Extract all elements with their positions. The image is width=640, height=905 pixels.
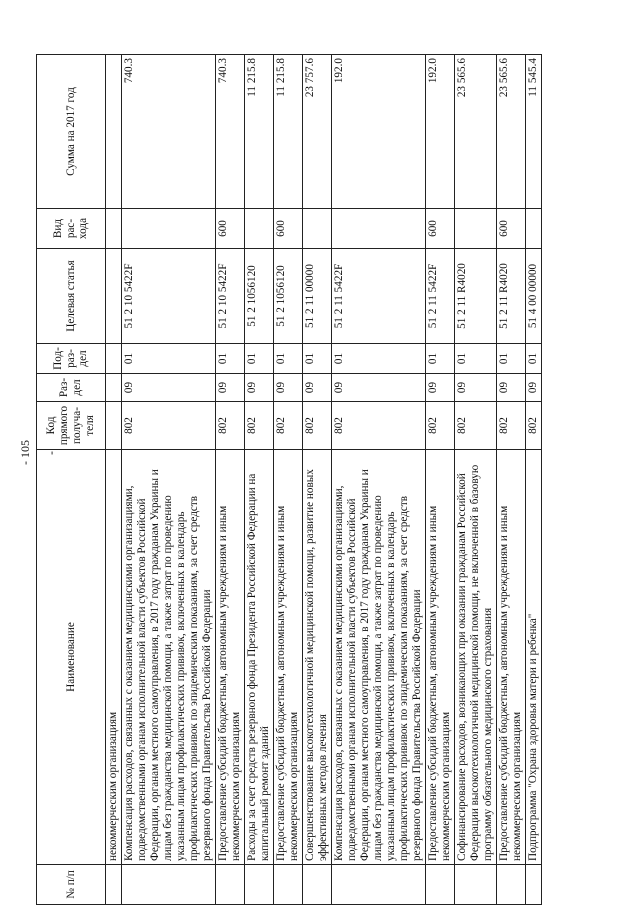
cell-code: 802 (244, 402, 273, 450)
table-row (121, 55, 215, 905)
cell-sum: 192.0 (425, 55, 454, 209)
cell-section: 09 (425, 374, 454, 402)
cell-expense-type: 600 (215, 209, 244, 249)
cell-num (425, 865, 454, 905)
cell-subsection (106, 344, 122, 374)
cell-expense-type: 600 (273, 209, 302, 249)
cell-subsection: 01 (273, 344, 302, 374)
cell-article: 51 2 11 R4020 (496, 249, 525, 344)
cell-code: 802 (273, 402, 302, 450)
cell-article (106, 249, 122, 344)
cell-section: 09 (454, 374, 496, 402)
cell-sum: 23 565.6 (454, 55, 496, 209)
cell-num (215, 865, 244, 905)
table-row (525, 55, 541, 905)
cell-code: 802 (496, 402, 525, 450)
cell-sum: 11 215.8 (273, 55, 302, 209)
cell-subsection: 01 (454, 344, 496, 374)
cell-name: Предоставление субсидий бюджетным, автономным учреждениям и иным некоммерческим организациям (273, 450, 302, 865)
header-num: № п/п (37, 865, 106, 905)
cell-num (106, 865, 122, 905)
header-subsection: Под-раз-дел (37, 344, 106, 374)
cell-section: 09 (331, 374, 425, 402)
cell-article: 51 2 11 5422F (331, 249, 425, 344)
cell-num (454, 865, 496, 905)
cell-code: 802 (454, 402, 496, 450)
budget-table-sheet (36, 55, 591, 905)
cell-section: 09 (215, 374, 244, 402)
table-row (496, 55, 525, 905)
cell-section: 09 (496, 374, 525, 402)
cell-expense-type (106, 209, 122, 249)
cell-sum (106, 55, 122, 209)
table-row (106, 55, 122, 905)
cell-code: 802 (425, 402, 454, 450)
cell-num (496, 865, 525, 905)
table-row (454, 55, 496, 905)
header-expense-type: Вид рас-хода (37, 209, 106, 249)
cell-name: Совершенствование высокотехнологичной медицинской помощи, развитие новых эффективных методов лечения (302, 450, 331, 865)
cell-name: Подпрограмма "Охрана здоровья матери и ребенка" (525, 450, 541, 865)
cell-section: 09 (302, 374, 331, 402)
table-row (215, 55, 244, 905)
cell-article: 51 2 10 5422F (121, 249, 215, 344)
cell-section: 09 (121, 374, 215, 402)
cell-name: Предоставление субсидий бюджетным, автономным учреждениям и иным некоммерческим организациям (215, 450, 244, 865)
budget-table (36, 54, 542, 905)
table-header-row (37, 55, 106, 905)
cell-section: 09 (244, 374, 273, 402)
cell-expense-type (121, 209, 215, 249)
cell-sum: 23 757.6 (302, 55, 331, 209)
cell-sum: 11 545.4 (525, 55, 541, 209)
cell-sum: 23 565.6 (496, 55, 525, 209)
table-row (244, 55, 273, 905)
cell-code: 802 (331, 402, 425, 450)
cell-num (244, 865, 273, 905)
cell-sum: 192.0 (331, 55, 425, 209)
cell-code: 802 (215, 402, 244, 450)
cell-subsection: 01 (425, 344, 454, 374)
cell-expense-type: 600 (425, 209, 454, 249)
cell-name: Компенсация расходов, связанных с оказанием медицинскими организациями, подведомственными органам исполнительной власти субъектов Российской Федерации, органам местного самоуправления, в 2017 году гражданам Украины и лицам без гражданства медицинской помощи, а также затрат по проведению указанным лицам профилактических прививок, включенных в календарь профилактических прививок по эпидемическим показаниям, за счет средств резервного фонда Правительства Российской Федерации (331, 450, 425, 865)
cell-num (525, 865, 541, 905)
header-section: Раз-дел (37, 374, 106, 402)
table-row (302, 55, 331, 905)
cell-subsection: 01 (244, 344, 273, 374)
header-sum: Сумма на 2017 год (37, 55, 106, 209)
cell-expense-type (244, 209, 273, 249)
cell-article: 51 2 11 5422F (425, 249, 454, 344)
cell-article: 51 2 11 R4020 (454, 249, 496, 344)
cell-subsection: 01 (121, 344, 215, 374)
cell-code: 802 (525, 402, 541, 450)
cell-sum: 740.3 (121, 55, 215, 209)
cell-article: 51 2 10 5422F (215, 249, 244, 344)
cell-subsection: 01 (331, 344, 425, 374)
cell-name: Предоставление субсидий бюджетным, автономным учреждениям и иным некоммерческим организациям (496, 450, 525, 865)
header-code: Код прямого получа-теля (37, 402, 106, 450)
cell-article: 51 2 11 00000 (302, 249, 331, 344)
cell-article: 51 2 1056120 (273, 249, 302, 344)
cell-name: Расходы за счет средств резервного фонда Президента Российской Федерации на капитальный ремонт зданий (244, 450, 273, 865)
cell-num (331, 865, 425, 905)
cell-expense-type (331, 209, 425, 249)
cell-sum: 11 215.8 (244, 55, 273, 209)
cell-subsection: 01 (302, 344, 331, 374)
cell-section: 09 (525, 374, 541, 402)
cell-article: 51 4 00 00000 (525, 249, 541, 344)
cell-subsection: 01 (525, 344, 541, 374)
header-article: Целевая статья (37, 249, 106, 344)
cell-name: Софинансирование расходов, возникающих при оказании гражданам Российской Федерации высокотехнологичной медицинской помощи, не включенной в базовую программу обязательного медицинского страхования (454, 450, 496, 865)
cell-num (302, 865, 331, 905)
cell-expense-type: 600 (496, 209, 525, 249)
cell-sum: 740.3 (215, 55, 244, 209)
cell-code: 802 (302, 402, 331, 450)
cell-subsection: 01 (215, 344, 244, 374)
cell-name: некоммерческим организациям (106, 450, 122, 865)
cell-subsection: 01 (496, 344, 525, 374)
cell-num (273, 865, 302, 905)
cell-name: Компенсация расходов, связанных с оказанием медицинскими организациями, подведомственными органам исполнительной власти субъектов Российской Федерации, органам местного самоуправления, в 2017 году гражданам Украины и лицам без гражданства медицинской помощи, а также затрат по проведению указанным лицам профилактических прививок, включенных в календарь профилактических прививок по эпидемическим показаниям, за счет средств резервного фонда Правительства Российской Федерации (121, 450, 215, 865)
cell-article: 51 2 1056120 (244, 249, 273, 344)
table-row (331, 55, 425, 905)
header-name: Наименование (37, 450, 106, 865)
cell-name: Предоставление субсидий бюджетным, автономным учреждениям и иным некоммерческим организациям (425, 450, 454, 865)
cell-expense-type (525, 209, 541, 249)
cell-expense-type (302, 209, 331, 249)
table-row (425, 55, 454, 905)
cell-code: 802 (121, 402, 215, 450)
page-number: - 105 - (18, 440, 58, 466)
cell-num (121, 865, 215, 905)
cell-section (106, 374, 122, 402)
cell-code (106, 402, 122, 450)
cell-expense-type (454, 209, 496, 249)
table-row (273, 55, 302, 905)
cell-section: 09 (273, 374, 302, 402)
